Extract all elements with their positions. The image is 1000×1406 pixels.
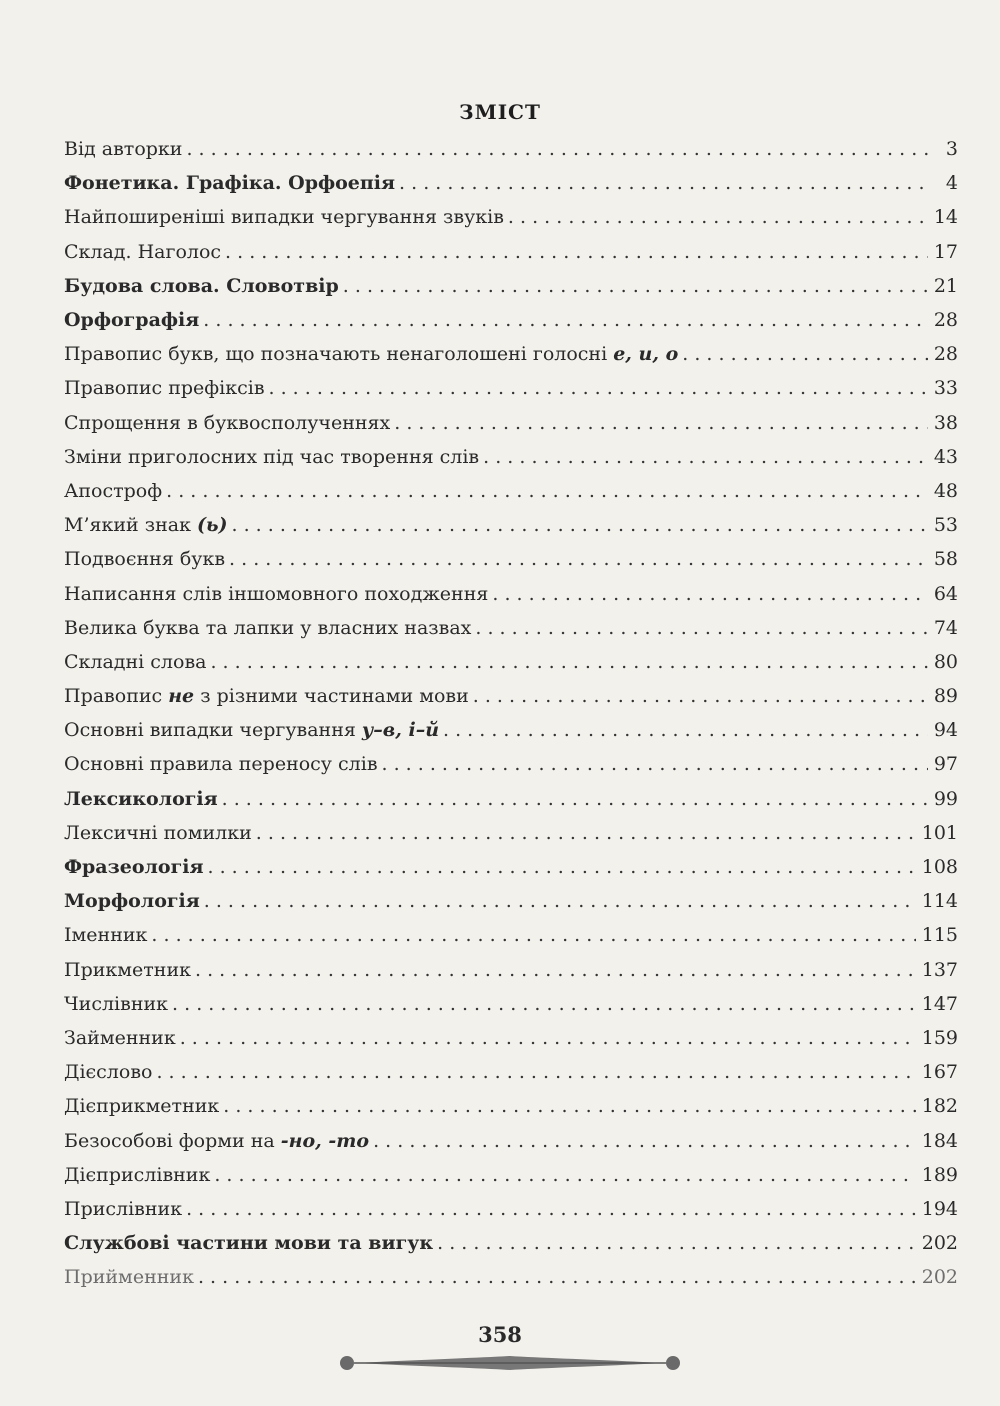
toc-entry[interactable] [64,132,958,166]
toc-entry-page: 28 [933,309,958,332]
toc-entry-text: Іменник [64,924,148,947]
toc-entry-text: Морфологія [64,890,200,913]
toc-entry[interactable] [64,200,958,234]
toc-entry-text: Найпоширеніші випадки чергування звуків [64,206,504,229]
toc-entry-title [64,719,443,741]
toc-entry-text: Дієприслівник [64,1163,211,1186]
toc-entry-emphasis: (ь) [197,514,228,537]
dot-leader [373,1130,916,1152]
toc-entry-page: 101 [921,821,958,844]
toc-entry[interactable] [64,953,958,987]
toc-entry-title [64,1061,156,1083]
dot-leader [394,412,928,434]
dot-leader [204,890,916,912]
dot-leader [475,617,927,639]
toc-entry-text: Безособові форми на [64,1129,281,1152]
dot-leader [156,1061,915,1083]
toc-entry[interactable] [64,850,958,884]
toc-entry[interactable] [64,1226,958,1260]
toc-entry[interactable] [64,1260,958,1294]
toc-entry-page: 182 [921,1095,958,1118]
toc-entry-page: 80 [933,650,958,673]
dot-leader [214,1164,915,1186]
toc-entry[interactable] [64,1021,958,1055]
dot-leader [473,685,928,707]
toc-entry-page: 48 [933,479,958,502]
toc-entry-title [64,753,382,775]
toc-entry[interactable] [64,337,958,371]
table-of-contents [64,132,958,1294]
dot-leader [382,753,928,775]
toc-entry-emphasis: -но, -то [280,1129,370,1152]
toc-entry-title [64,1266,198,1288]
dot-leader [186,1198,916,1220]
toc-entry-text: Правопис префіксів [64,377,265,400]
dot-leader [508,206,928,228]
toc-entry-title [64,138,186,160]
toc-entry[interactable] [64,371,958,405]
toc-entry-page: 64 [933,582,958,605]
toc-entry[interactable] [64,782,958,816]
toc-entry-title [64,377,269,399]
toc-entry-title [64,412,394,434]
toc-entry-page: 194 [921,1197,958,1220]
dot-leader [229,548,928,570]
dot-leader [172,993,916,1015]
toc-entry-page: 189 [921,1163,958,1186]
toc-entry[interactable] [64,747,958,781]
toc-entry-page: 184 [921,1129,958,1152]
toc-entry[interactable] [64,1055,958,1089]
toc-entry-text: Прикметник [64,958,192,981]
toc-entry-text: Числівник [64,992,169,1015]
dot-leader [269,377,928,399]
dot-leader [437,1232,916,1254]
toc-entry-page: 14 [933,206,958,229]
toc-entry-title [64,480,166,502]
toc-entry[interactable] [64,987,958,1021]
toc-entry-text: Фонетика. Графіка. Орфоепія [64,172,396,195]
toc-entry[interactable] [64,474,958,508]
toc-entry-title [64,583,492,605]
dot-leader [343,275,928,297]
toc-entry[interactable] [64,542,958,576]
toc-entry-title [64,514,232,536]
dot-leader [210,651,927,673]
toc-entry-text: Орфографія [64,309,200,332]
toc-entry-title [64,788,222,810]
toc-entry-text: Дієприкметник [64,1095,220,1118]
toc-entry-title [64,617,475,639]
dot-leader [151,924,915,946]
toc-entry-emphasis: е, и, о [613,343,679,366]
toc-entry-title [64,241,225,263]
toc-entry-text: Дієслово [64,1061,153,1084]
toc-entry-text: Зміни приголосних під час творення слів [64,445,480,468]
toc-entry-title [64,924,151,946]
toc-entry[interactable] [64,508,958,542]
toc-entry-text: Велика буква та лапки у власних назвах [64,616,472,639]
toc-entry-title [64,343,682,365]
toc-entry-text: М’який знак [64,514,197,537]
dot-leader [443,719,928,741]
toc-entry-text: Складні слова [64,650,207,673]
toc-entry-text: Основні правила переносу слів [64,753,378,776]
toc-entry-text: Правопис букв, що позначають ненаголошені голосні [64,343,614,366]
dot-leader [207,856,915,878]
dot-leader [222,788,928,810]
dot-leader [399,172,932,194]
dot-leader [682,343,928,365]
dot-leader [180,1027,916,1049]
toc-entry-page: 28 [933,343,958,366]
toc-entry-page: 58 [933,548,958,571]
toc-entry[interactable] [64,1192,958,1226]
toc-entry-page: 17 [933,240,958,263]
toc-entry[interactable] [64,884,958,918]
toc-entry[interactable] [64,816,958,850]
toc-entry-page: 53 [933,514,958,537]
dot-leader [203,309,928,331]
toc-entry[interactable] [64,166,958,200]
toc-entry-page: 159 [921,1026,958,1049]
toc-entry[interactable] [64,713,958,747]
toc-entry-title [64,1095,223,1117]
toc-entry-title [64,651,210,673]
toc-entry-title [64,206,508,228]
toc-entry-text: Спрощення в буквосполученнях [64,411,391,434]
toc-entry-title [64,890,204,912]
dot-leader [232,514,928,536]
toc-entry[interactable] [64,235,958,269]
toc-entry-page: 74 [933,616,958,639]
dot-leader [186,138,932,160]
toc-entry[interactable] [64,440,958,474]
toc-entry[interactable] [64,918,958,952]
toc-entry-title [64,309,203,331]
toc-entry[interactable] [64,611,958,645]
toc-entry-text: Правопис [64,685,169,708]
toc-entry-title [64,548,229,570]
toc-entry-text: Апостроф [64,479,163,502]
toc-entry-text: Займенник [64,1026,176,1049]
toc-entry[interactable] [64,406,958,440]
toc-entry-page: 43 [933,445,958,468]
page-number: 358 [478,1322,522,1347]
toc-entry-page: 137 [921,958,958,981]
toc-entry-page: 38 [933,411,958,434]
dot-leader [492,583,927,605]
toc-entry-text: Склад. Наголос [64,240,222,263]
toc-entry-page: 108 [921,856,958,879]
toc-entry-title [64,1198,186,1220]
toc-entry-text: Службові частини мови та вигук [64,1232,434,1255]
toc-entry-title [64,446,483,468]
toc-entry-text-after: з різними частинами мови [194,685,469,708]
toc-entry-text: Лексикологія [64,787,218,810]
toc-entry[interactable] [64,576,958,610]
toc-entry-page: 99 [933,787,958,810]
toc-entry-page: 97 [933,753,958,776]
toc-entry-text: Від авторки [64,138,183,161]
dot-leader [483,446,928,468]
dot-leader [225,241,928,263]
toc-entry-title [64,1130,373,1152]
toc-entry-page: 167 [921,1061,958,1084]
toc-entry-title [64,172,399,194]
toc-entry-page: 21 [933,274,958,297]
toc-entry-title [64,993,172,1015]
toc-entry[interactable] [64,1089,958,1123]
dot-leader [195,959,916,981]
toc-entry-text: Лексичні помилки [64,821,252,844]
toc-entry-page: 33 [933,377,958,400]
toc-entry-title [64,856,207,878]
dot-leader [166,480,928,502]
dot-leader [223,1095,915,1117]
toc-entry-text: Будова слова. Словотвір [64,274,339,297]
dot-leader [198,1266,916,1288]
toc-entry-page: 115 [921,924,958,947]
toc-entry-title [64,822,256,844]
toc-entry-text: Подвоєння букв [64,548,226,571]
toc-entry-title [64,1232,437,1254]
toc-entry-text: Написання слів іншомовного походження [64,582,489,605]
toc-entry-page: 147 [921,992,958,1015]
dot-leader [256,822,916,844]
toc-entry[interactable] [64,645,958,679]
ornament-divider-icon [336,1352,684,1374]
toc-entry-title [64,959,195,981]
toc-entry[interactable] [64,1158,958,1192]
toc-entry-title [64,275,343,297]
toc-entry-text: Прислівник [64,1197,183,1220]
toc-entry[interactable] [64,679,958,713]
toc-entry-text: Прийменник [64,1266,194,1289]
toc-entry-text: Фразеологія [64,856,204,879]
toc-entry-title [64,685,473,707]
toc-entry[interactable] [64,269,958,303]
toc-entry-page: 3 [945,138,958,161]
toc-entry-page: 4 [945,172,958,195]
toc-entry-emphasis: не [168,685,195,708]
toc-entry-page: 94 [933,719,958,742]
toc-entry[interactable] [64,303,958,337]
toc-entry-title [64,1027,180,1049]
toc-entry[interactable] [64,1123,958,1157]
toc-entry-page: 202 [921,1266,958,1289]
toc-entry-text: Основні випадки чергування [64,719,362,742]
toc-entry-title [64,1164,214,1186]
toc-entry-emphasis: у–в, і–й [361,719,440,742]
toc-entry-page: 114 [921,890,958,913]
page-title: ЗМІСТ [459,100,541,124]
toc-entry-page: 89 [933,685,958,708]
toc-entry-page: 202 [921,1232,958,1255]
